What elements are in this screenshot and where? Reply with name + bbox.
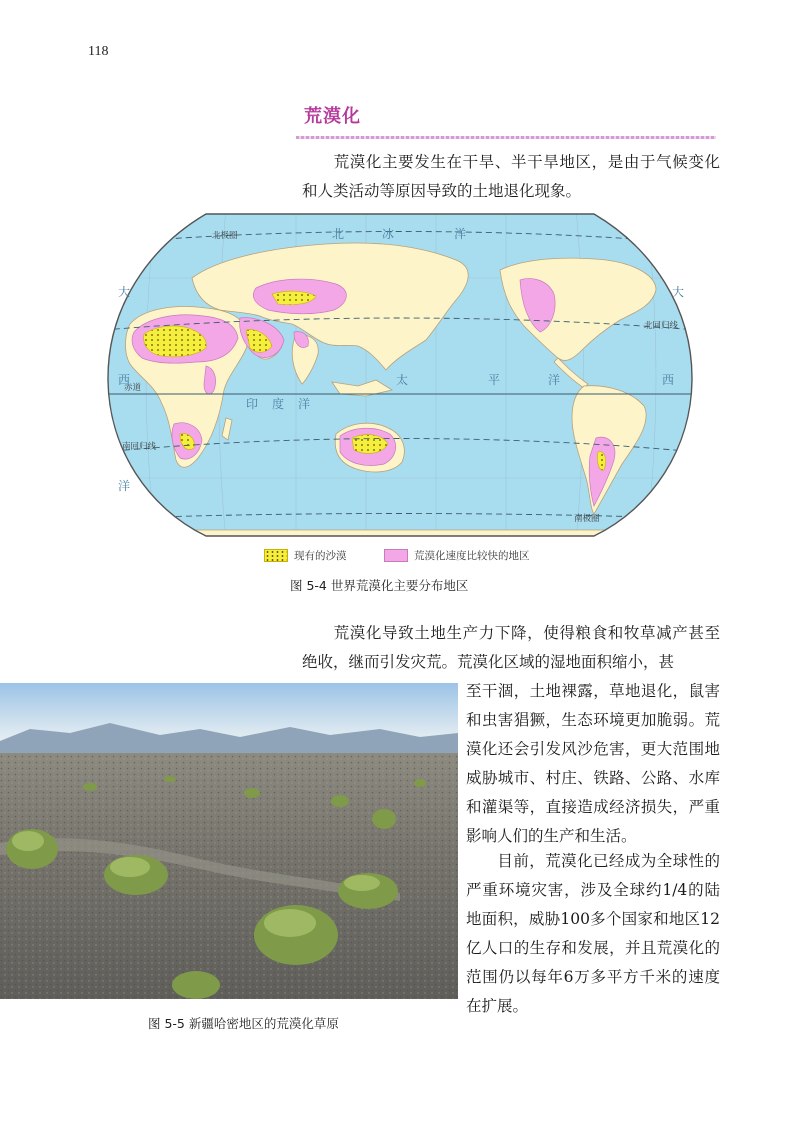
title-divider xyxy=(296,136,716,139)
legend-fast-desertification-label: 荒漠化速度比较快的地区 xyxy=(414,550,530,562)
indian-ocean-char-3: 洋 xyxy=(298,397,311,411)
arctic-ocean-char-3: 洋 xyxy=(454,227,467,241)
arctic-ocean-char-2: 冰 xyxy=(382,227,395,241)
pacific-ocean-char-3: 洋 xyxy=(548,373,561,387)
equator-label: 赤道 xyxy=(124,383,142,393)
existing-desert-swatch xyxy=(264,549,288,562)
grass-tuft xyxy=(83,783,97,791)
legend-fast-desertification xyxy=(384,548,530,563)
map-caption: 图 5-4 世界荒漠化主要分布地区 xyxy=(290,578,469,593)
intro-text: 荒漠化主要发生在干旱、半干旱地区，是由于气候变化和人类活动等原因导致的土地退化现象。 xyxy=(302,153,720,200)
fast-desertification-swatch xyxy=(384,549,408,562)
indian-ocean-char-1: 印 xyxy=(246,397,259,411)
effects-paragraph-narrow: 至干涸，土地裸露，草地退化，鼠害和虫害猖獗，生态环境更加脆弱。荒漠化还会引发风沙危害，更大范围地威胁城市、村庄、铁路、公路、水库和灌渠等，直接造成经济损失，严重影响人们的生产和生活。 xyxy=(466,682,720,845)
grass-tuft xyxy=(244,788,260,798)
tropic-of-cancer-label: 北回归线 xyxy=(644,321,679,331)
pacific-ocean-char-1: 太 xyxy=(396,373,409,387)
tropic-of-capricorn-label: 南回归线 xyxy=(122,442,157,452)
indian-ocean-char-2: 度 xyxy=(272,397,285,411)
grass-tuft xyxy=(164,776,176,782)
arctic-circle-label: 北极圈 xyxy=(212,231,238,241)
atlantic-west-char-2: 西 xyxy=(118,373,131,387)
grass-tuft xyxy=(331,795,349,807)
arctic-ocean-char-1: 北 xyxy=(332,227,345,241)
greenland-landmass xyxy=(646,222,692,255)
photo-caption: 图 5-5 新疆哈密地区的荒漠化草原 xyxy=(148,1016,339,1031)
pacific-ocean-char-2: 平 xyxy=(488,373,501,387)
atlantic-west-char-3: 洋 xyxy=(118,479,131,493)
effects-paragraph-wide xyxy=(302,619,720,677)
current-text: 目前，荒漠化已经成为全球性的严重环境灾害，涉及全球约1/4的陆地面积，威胁100多个国家和地区12亿人口的生存和发展，并且荒漠化的范围仍以每年6万多平方千米的速度在扩展。 xyxy=(466,852,720,1015)
legend-existing-desert-label: 现有的沙漠 xyxy=(294,550,347,562)
world-desertification-map xyxy=(96,208,704,542)
page-number: 118 xyxy=(88,44,109,59)
atlantic-east-char-1: 大 xyxy=(672,285,685,299)
grass-tuft xyxy=(372,809,396,829)
grass-tuft xyxy=(172,971,220,999)
atlantic-east-char-2: 西 xyxy=(662,373,675,387)
atlantic-west-char-1: 大 xyxy=(118,285,131,299)
intro-paragraph xyxy=(302,148,720,206)
antarctic-circle-label: 南极圈 xyxy=(574,514,600,524)
current-paragraph xyxy=(466,847,720,1021)
desert-grassland-photo xyxy=(0,683,458,999)
effects-text-wide: 荒漠化导致土地生产力下降，使得粮食和牧草减产甚至绝收，继而引发灾荒。荒漠化区域的湿地面积缩小，甚 xyxy=(302,624,720,671)
section-title: 荒漠化 xyxy=(304,106,361,127)
grass-tuft xyxy=(414,779,426,787)
legend-existing-desert xyxy=(264,548,347,563)
